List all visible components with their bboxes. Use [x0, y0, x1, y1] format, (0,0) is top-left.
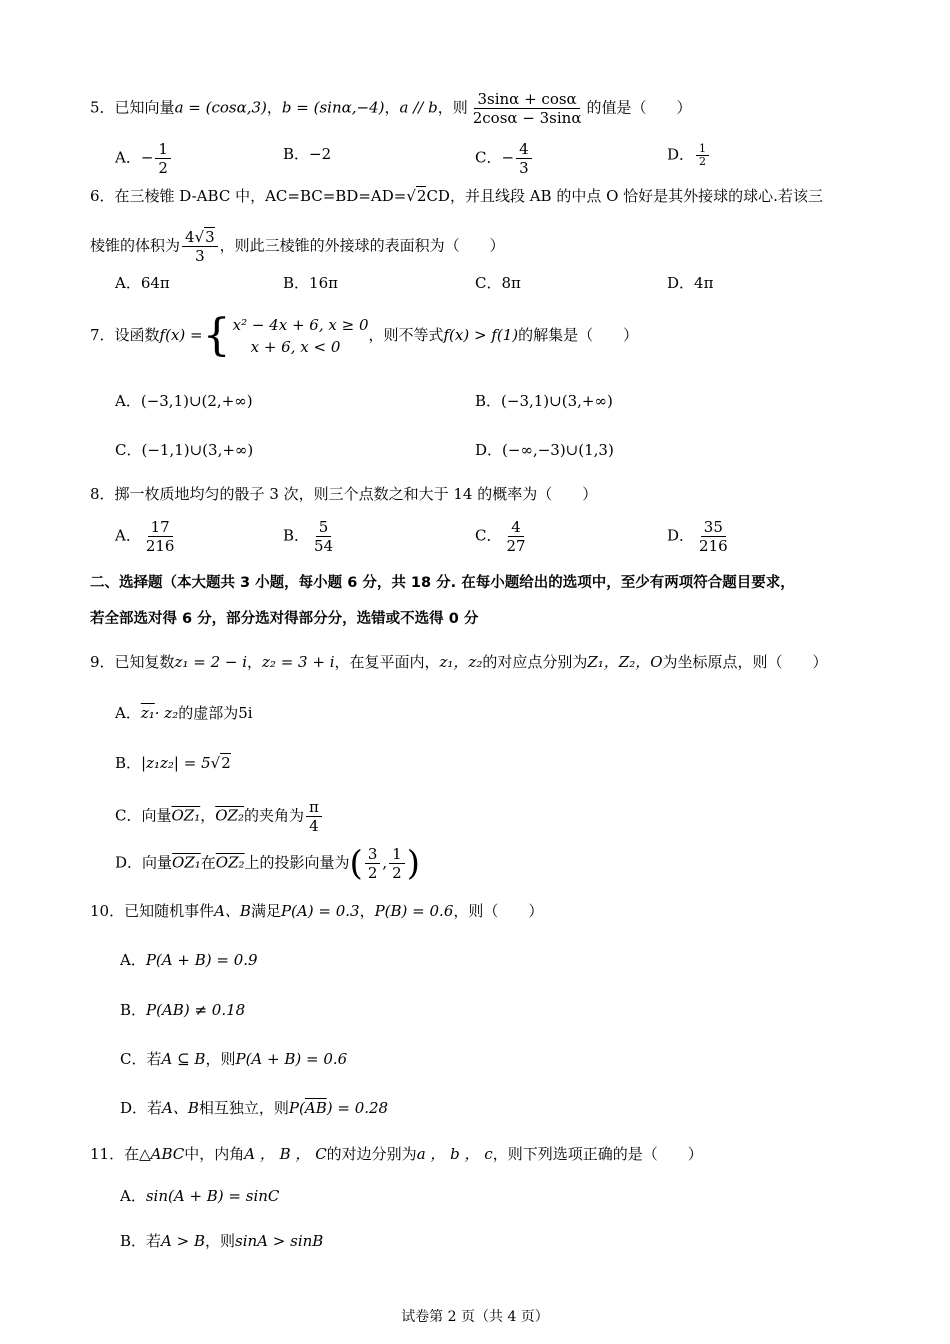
sqrt-argument: 3	[205, 228, 215, 246]
fraction-numerator: 4	[508, 518, 524, 537]
fraction	[306, 798, 322, 835]
option-b	[120, 1230, 323, 1252]
option-label: D．	[115, 853, 143, 872]
option-label: C．	[475, 148, 502, 167]
option-value: (−3,1)∪(2,+∞)	[140, 392, 253, 410]
option-label: C．	[115, 806, 142, 825]
fraction-denominator: 3	[195, 247, 205, 265]
question-text: CD，并且线段 AB 的中点 O 恰好是其外接球的球心.若该三	[426, 187, 823, 205]
option-a	[115, 390, 253, 412]
option-label: A．	[115, 392, 141, 410]
option-value: 8π	[501, 274, 521, 292]
math-expression: a ， b ， c	[416, 1145, 493, 1163]
option-b: B．|z₁z₂| = 5√2	[115, 754, 231, 772]
math-expression: z₁ = 2 − i	[174, 653, 248, 671]
question-text: 的值是（ ）	[586, 98, 692, 117]
question-text: 6．在三棱锥 D-ABC 中，AC=BC=BD=AD=	[90, 187, 407, 205]
option-text: 上的投影向量为	[244, 853, 350, 872]
option-label: C．	[475, 526, 502, 545]
question-7	[90, 310, 890, 361]
option-c	[475, 272, 521, 294]
math-expression: P(B) = 0.6	[374, 902, 454, 920]
paren-left-icon: (	[349, 843, 363, 884]
question-text: ，则	[437, 98, 468, 117]
option-text: ，则	[205, 1232, 236, 1250]
fraction-denominator: 2cosα − 3sinα	[472, 109, 582, 127]
question-8	[90, 483, 890, 505]
fraction-numerator: 1	[389, 845, 405, 864]
option-value: 4π	[694, 274, 714, 292]
option-value: (−3,1)∪(3,+∞)	[501, 392, 613, 410]
option-a	[115, 518, 179, 555]
page-footer: 试卷第 2 页（共 4 页）	[401, 1309, 549, 1325]
option-text: 的虚部为5i	[178, 704, 253, 722]
fraction-numerator: 5	[316, 518, 332, 537]
question-text: ，则（ ）	[453, 902, 544, 920]
section-heading-line-2: 若全部选对得 6 分，部分选对得部分分，选错或不选得 0 分	[90, 611, 479, 627]
option-label: B．	[283, 145, 310, 163]
option-text: 的夹角为	[243, 806, 304, 825]
math-expression: a // b	[399, 98, 438, 117]
math-expression: A ⊆ B	[161, 1050, 206, 1068]
math-expression: △ABC	[139, 1145, 185, 1163]
option-value: (−∞,−3)∪(1,3)	[502, 441, 614, 459]
question-text: 10．已知随机事件	[90, 902, 215, 920]
fraction-numerator: 1	[696, 143, 709, 156]
fraction	[182, 228, 218, 265]
option-label: B．	[475, 392, 502, 410]
vector-expression: OZ₂	[215, 853, 245, 872]
option-d	[667, 272, 713, 294]
fraction	[365, 845, 381, 882]
question-text: ，	[247, 653, 263, 671]
option-label: C．	[115, 441, 142, 459]
option-c	[475, 140, 534, 177]
question-text: 的对应点分别为	[482, 653, 588, 671]
case-line: x² − 4x + 6, x ≥ 0	[232, 316, 369, 334]
option-a	[115, 272, 170, 294]
fraction	[516, 140, 532, 177]
option-label: B．	[283, 526, 310, 545]
option-sign: −	[140, 148, 154, 167]
fraction-numerator: 17	[148, 518, 173, 537]
vector-expression: OZ₁	[172, 853, 201, 872]
option-label: B．	[283, 274, 310, 292]
math-expression: |z₁z₂| = 5	[141, 754, 211, 772]
option-text: 向量	[141, 806, 172, 825]
fraction-denominator: 4	[309, 817, 319, 835]
math-expression: A、B	[162, 1099, 199, 1117]
option-label: A．	[115, 274, 141, 292]
math-expression: f(x) > f(1)	[443, 326, 519, 344]
section-heading-line-1: 二、选择题（本大题共 3 小题，每小题 6 分，共 18 分. 在每小题给出的选项中，至少有两项符合题目要求，	[90, 575, 795, 591]
question-text: 9．已知复数	[90, 653, 175, 671]
question-text: 的解集是（ ）	[518, 326, 639, 344]
option-label: C．	[120, 1050, 147, 1068]
sqrt-argument: 2	[416, 187, 427, 205]
option-b	[283, 518, 338, 555]
math-expression: A > B	[161, 1232, 206, 1250]
option-label: A．	[115, 526, 141, 545]
math-expression: z₂ = 3 + i	[262, 653, 335, 671]
option-text: 若	[146, 1050, 162, 1068]
math-expression: P(A + B) = 0.6	[235, 1050, 348, 1068]
option-value: (−1,1)∪(3,+∞)	[141, 441, 254, 459]
fraction-denominator: 216	[145, 537, 175, 555]
fraction-numerator: π	[306, 798, 322, 817]
option-d	[120, 1097, 388, 1119]
paren-right-icon: )	[406, 843, 420, 884]
fraction	[143, 518, 178, 555]
option-c	[475, 518, 531, 555]
option-label: A．	[115, 148, 141, 167]
math-expression: P(	[288, 1099, 305, 1117]
option-label: B．	[120, 1232, 147, 1250]
math-expression: P(A) = 0.3	[280, 902, 360, 920]
math-expression: z₁，z₂	[439, 653, 483, 671]
fraction-denominator: 2	[699, 155, 707, 168]
option-text: 若	[146, 1232, 162, 1250]
option-c	[115, 439, 253, 461]
option-a	[120, 949, 258, 971]
fraction-denominator: 54	[314, 537, 334, 555]
math-expression: a = (cosα,3)	[174, 98, 267, 117]
question-number: 5．	[90, 98, 115, 117]
question-text: ，	[266, 98, 282, 117]
fraction-denominator: 3	[519, 159, 529, 177]
question-text: ，则此三棱锥的外接球的表面积为（ ）	[219, 236, 505, 255]
option-a	[115, 702, 253, 724]
fraction-numerator: 3	[365, 845, 381, 864]
fraction-numerator: 4	[516, 140, 532, 159]
option-b	[283, 272, 338, 294]
fraction-denominator: 216	[699, 537, 728, 555]
fraction	[696, 518, 731, 555]
math-expression: b = (sinα,−4)	[281, 98, 385, 117]
question-text: ，则下列选项正确的是（ ）	[492, 1145, 703, 1163]
math-expression: P(A + B) = 0.9	[145, 951, 258, 969]
fraction	[503, 518, 528, 555]
fraction	[389, 845, 405, 882]
question-9	[90, 651, 890, 673]
option-text: ，则	[205, 1050, 236, 1068]
fraction	[696, 143, 709, 168]
option-d: D．向量OZ₁在OZ₂上的投影向量为( $\frac{3}{2}$ , $\frac{1}{2}$ )	[115, 843, 420, 884]
complement-expression: $\overline{AB}$	[304, 1099, 327, 1117]
question-text: 中，内角	[184, 1145, 245, 1163]
option-a	[115, 140, 173, 177]
math-expression: sinA > sinB	[235, 1232, 324, 1250]
fraction	[155, 140, 171, 177]
math-expression: · z₂	[154, 704, 179, 722]
question-text: 7．设函数	[90, 326, 160, 344]
fraction-numerator: 35	[701, 518, 726, 537]
question-text: ，在复平面内，	[334, 653, 440, 671]
option-sign: −	[501, 148, 515, 167]
option-d	[667, 143, 711, 168]
option-b	[475, 390, 613, 412]
piecewise-function	[202, 310, 369, 361]
question-text: ，	[384, 98, 400, 117]
option-text: 若	[147, 1099, 163, 1117]
question-6-line-1: 6．在三棱锥 D-ABC 中，AC=BC=BD=AD=√2CD，并且线段 AB 的中点 O 恰好是其外接球的球心.若该三	[90, 187, 823, 205]
option-b	[283, 143, 331, 165]
option-label: D．	[120, 1099, 148, 1117]
option-label: D．	[475, 441, 503, 459]
question-text: 棱锥的体积为	[90, 236, 181, 255]
question-text: 的对边分别为	[326, 1145, 417, 1163]
option-b	[120, 999, 245, 1021]
math-expression: Z₁，Z₂，O	[587, 653, 663, 671]
option-label: B．	[115, 754, 142, 772]
vector-expression: OZ₁	[171, 806, 201, 825]
math-expression: A ， B ， C	[244, 1145, 327, 1163]
question-text: 11．在	[90, 1145, 140, 1163]
math-expression: sin(A + B) = sinC	[145, 1187, 280, 1205]
math-expression: P(AB) ≠ 0.18	[146, 1001, 246, 1019]
case-line: x + 6, x < 0	[250, 338, 341, 356]
option-text: 相互独立，则	[198, 1099, 289, 1117]
question-6-line-2	[90, 228, 890, 265]
option-value: 16π	[309, 274, 338, 292]
vector-expression: OZ₂	[215, 806, 244, 825]
fraction-denominator: 27	[506, 537, 526, 555]
fraction-denominator: 2	[158, 159, 168, 177]
question-11	[90, 1143, 890, 1165]
option-text: 在	[200, 853, 216, 872]
question-text: 为坐标原点，则（ ）	[662, 653, 828, 671]
option-d	[475, 439, 614, 461]
option-c	[115, 798, 324, 835]
fraction-denominator: 2	[367, 864, 378, 882]
fraction-numerator: 3sinα + cosα	[474, 90, 579, 109]
brace-icon: {	[202, 310, 231, 361]
option-label: A．	[120, 951, 146, 969]
coefficient: 4	[185, 228, 195, 246]
fraction-denominator: 2	[392, 864, 402, 882]
option-label: C．	[475, 274, 502, 292]
fraction	[470, 90, 585, 127]
option-d	[667, 518, 733, 555]
question-text: 满足	[250, 902, 281, 920]
option-text: ，	[200, 806, 216, 825]
math-expression: ) = 0.28	[326, 1099, 389, 1117]
option-label: D．	[667, 526, 695, 545]
option-text: 向量	[142, 853, 173, 872]
question-10	[90, 900, 890, 922]
option-label: D．	[667, 145, 695, 164]
option-c	[120, 1048, 347, 1070]
question-text: ，	[359, 902, 375, 920]
option-label: A．	[120, 1187, 146, 1205]
conjugate-expression: z₁	[140, 704, 155, 722]
math-expression: f(x) =	[159, 326, 203, 344]
fraction-numerator: 4√3	[182, 228, 218, 247]
option-a	[120, 1185, 279, 1207]
option-value: −2	[309, 145, 332, 163]
question-text: 8．掷一枚质地均匀的骰子 3 次，则三个点数之和大于 14 的概率为（ ）	[90, 485, 598, 503]
option-label: D．	[667, 274, 695, 292]
option-label: B．	[120, 1001, 147, 1019]
question-text: 已知向量	[114, 98, 175, 117]
question-text: ，则不等式	[368, 326, 444, 344]
fraction-numerator: 1	[155, 140, 171, 159]
sqrt-argument: 2	[221, 754, 231, 772]
option-value: 64π	[140, 274, 170, 292]
fraction	[311, 518, 336, 555]
math-expression: A、B	[214, 902, 251, 920]
option-label: A．	[115, 704, 141, 722]
question-5	[90, 90, 890, 127]
